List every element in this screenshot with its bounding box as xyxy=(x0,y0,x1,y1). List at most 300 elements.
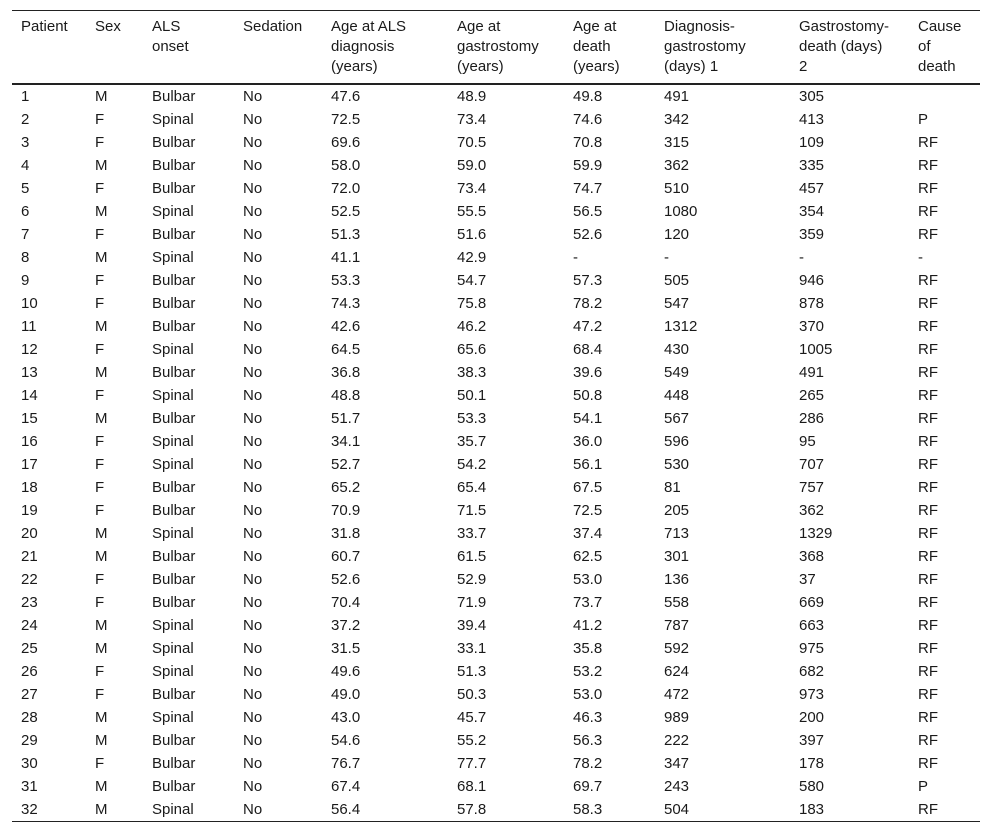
cell-cause-of-death: RF xyxy=(918,272,938,289)
cell-sedation: No xyxy=(243,272,263,289)
cell-sex: M xyxy=(95,318,108,335)
cell-patient: 24 xyxy=(21,617,38,634)
column-header-line: Sedation xyxy=(243,18,303,35)
cell-diagnosis-gastrostomy-days: 530 xyxy=(664,456,690,473)
cell-patient: 21 xyxy=(21,548,38,565)
cell-age-at-gastrostomy: 54.7 xyxy=(457,272,487,289)
cell-age-at-diagnosis: 53.3 xyxy=(331,272,361,289)
cell-age-at-diagnosis: 47.6 xyxy=(331,88,361,105)
cell-sex: M xyxy=(95,617,108,634)
cell-gastrostomy-death-days: 878 xyxy=(799,295,825,312)
cell-cause-of-death: RF xyxy=(918,157,938,174)
cell-als-onset: Spinal xyxy=(152,801,194,818)
cell-sedation: No xyxy=(243,502,263,519)
cell-cause-of-death: RF xyxy=(918,594,938,611)
cell-sex: F xyxy=(95,571,105,588)
cell-diagnosis-gastrostomy-days: 510 xyxy=(664,180,690,197)
cell-als-onset: Bulbar xyxy=(152,778,196,795)
cell-age-at-diagnosis: 31.5 xyxy=(331,640,361,657)
cell-patient: 14 xyxy=(21,387,38,404)
cell-sedation: No xyxy=(243,525,263,542)
cell-cause-of-death xyxy=(909,84,980,108)
cell-age-at-death: - xyxy=(573,249,578,266)
cell-age-at-death: 35.8 xyxy=(573,640,603,657)
cell-age-at-gastrostomy: 73.4 xyxy=(457,180,487,197)
cell-patient: 29 xyxy=(21,732,38,749)
cell-diagnosis-gastrostomy-days: 222 xyxy=(664,732,690,749)
cell-age-at-gastrostomy: 68.1 xyxy=(457,778,487,795)
cell-age-at-gastrostomy: 73.4 xyxy=(457,111,487,128)
cell-sex: F xyxy=(95,479,105,496)
table-row xyxy=(12,453,980,476)
cell-age-at-death: 49.8 xyxy=(573,88,603,105)
cell-als-onset: Spinal xyxy=(152,709,194,726)
cell-cause-of-death: RF xyxy=(918,456,938,473)
cell-sex: M xyxy=(95,157,108,174)
column-header-diagnosis-gastrostomy-days xyxy=(655,11,790,85)
cell-sex: M xyxy=(95,801,108,818)
cell-age-at-gastrostomy: 45.7 xyxy=(457,709,487,726)
column-header-line: death xyxy=(918,58,956,75)
cell-patient: 5 xyxy=(21,180,30,197)
table-row xyxy=(12,108,980,131)
cell-age-at-gastrostomy: 39.4 xyxy=(457,617,487,634)
column-header-line: Patient xyxy=(21,18,68,35)
cell-sedation: No xyxy=(243,732,263,749)
column-header-line: (years) xyxy=(457,58,504,75)
cell-cause-of-death: RF xyxy=(918,410,938,427)
column-header-gastrostomy-death-days xyxy=(790,11,909,85)
cell-als-onset: Spinal xyxy=(152,387,194,404)
cell-cause-of-death: RF xyxy=(918,571,938,588)
cell-cause-of-death: RF xyxy=(918,226,938,243)
cell-age-at-gastrostomy: 70.5 xyxy=(457,134,487,151)
cell-age-at-death: 53.0 xyxy=(573,571,603,588)
cell-diagnosis-gastrostomy-days: 549 xyxy=(664,364,690,381)
table-row xyxy=(12,269,980,292)
cell-age-at-diagnosis: 56.4 xyxy=(331,801,361,818)
cell-age-at-gastrostomy: 48.9 xyxy=(457,88,487,105)
cell-patient: 13 xyxy=(21,364,38,381)
cell-cause-of-death: RF xyxy=(918,433,938,450)
table-row xyxy=(12,729,980,752)
cell-diagnosis-gastrostomy-days: 547 xyxy=(664,295,690,312)
cell-cause-of-death: RF xyxy=(918,640,938,657)
cell-gastrostomy-death-days: 580 xyxy=(799,778,825,795)
column-header-line: Cause xyxy=(918,18,962,35)
cell-age-at-death: 78.2 xyxy=(573,755,603,772)
cell-sex: M xyxy=(95,203,108,220)
cell-diagnosis-gastrostomy-days: 315 xyxy=(664,134,690,151)
table-row xyxy=(12,223,980,246)
cell-age-at-death: 59.9 xyxy=(573,157,603,174)
cell-patient: 11 xyxy=(21,318,37,335)
cell-sex: M xyxy=(95,525,108,542)
cell-sex: F xyxy=(95,594,105,611)
table-row xyxy=(12,177,980,200)
cell-age-at-gastrostomy: 52.9 xyxy=(457,571,487,588)
table-row xyxy=(12,430,980,453)
cell-als-onset: Spinal xyxy=(152,663,194,680)
cell-als-onset: Bulbar xyxy=(152,364,196,381)
cell-sex: M xyxy=(95,548,108,565)
cell-patient: 27 xyxy=(21,686,38,703)
cell-cause-of-death: RF xyxy=(918,341,938,358)
cell-age-at-diagnosis: 37.2 xyxy=(331,617,361,634)
cell-als-onset: Bulbar xyxy=(152,226,196,243)
cell-gastrostomy-death-days: 178 xyxy=(799,755,825,772)
cell-sex: F xyxy=(95,180,105,197)
cell-age-at-gastrostomy: 55.5 xyxy=(457,203,487,220)
column-header-line: Age at ALS xyxy=(331,18,407,35)
cell-diagnosis-gastrostomy-days: 1312 xyxy=(664,318,698,335)
cell-als-onset: Spinal xyxy=(152,525,194,542)
cell-als-onset: Spinal xyxy=(152,249,194,266)
cell-diagnosis-gastrostomy-days: 567 xyxy=(664,410,690,427)
cell-als-onset: Spinal xyxy=(152,111,194,128)
cell-diagnosis-gastrostomy-days: 596 xyxy=(664,433,690,450)
cell-als-onset: Bulbar xyxy=(152,88,196,105)
cell-age-at-death: 53.2 xyxy=(573,663,603,680)
table-row xyxy=(12,407,980,430)
cell-gastrostomy-death-days: 491 xyxy=(799,364,825,381)
cell-age-at-gastrostomy: 59.0 xyxy=(457,157,487,174)
cell-age-at-diagnosis: 49.0 xyxy=(331,686,361,703)
cell-age-at-death: 67.5 xyxy=(573,479,603,496)
cell-diagnosis-gastrostomy-days: 430 xyxy=(664,341,690,358)
cell-age-at-gastrostomy: 51.6 xyxy=(457,226,487,243)
cell-sedation: No xyxy=(243,88,263,105)
cell-patient: 12 xyxy=(21,341,38,358)
cell-cause-of-death: RF xyxy=(918,709,938,726)
cell-gastrostomy-death-days: 682 xyxy=(799,663,825,680)
cell-patient: 2 xyxy=(21,111,30,128)
cell-sex: F xyxy=(95,226,105,243)
cell-diagnosis-gastrostomy-days: 624 xyxy=(664,663,690,680)
cell-cause-of-death: RF xyxy=(918,295,938,312)
cell-sedation: No xyxy=(243,709,263,726)
cell-gastrostomy-death-days: 95 xyxy=(799,433,816,450)
cell-age-at-diagnosis: 31.8 xyxy=(331,525,361,542)
column-header-line: diagnosis xyxy=(331,38,395,55)
cell-sedation: No xyxy=(243,594,263,611)
cell-als-onset: Bulbar xyxy=(152,502,196,519)
cell-sedation: No xyxy=(243,778,263,795)
cell-sedation: No xyxy=(243,686,263,703)
cell-patient: 3 xyxy=(21,134,30,151)
cell-age-at-death: 50.8 xyxy=(573,387,603,404)
cell-cause-of-death: RF xyxy=(918,364,938,381)
cell-patient: 23 xyxy=(21,594,38,611)
cell-patient: 18 xyxy=(21,479,38,496)
cell-gastrostomy-death-days: 354 xyxy=(799,203,825,220)
cell-sedation: No xyxy=(243,134,263,151)
cell-diagnosis-gastrostomy-days: 243 xyxy=(664,778,690,795)
table-row xyxy=(12,568,980,591)
cell-age-at-gastrostomy: 54.2 xyxy=(457,456,487,473)
table-header xyxy=(12,11,980,85)
column-header-cause-of-death xyxy=(909,11,980,85)
column-header-line: Diagnosis- xyxy=(664,18,735,35)
cell-age-at-death: 78.2 xyxy=(573,295,603,312)
cell-sedation: No xyxy=(243,755,263,772)
cell-cause-of-death: RF xyxy=(918,755,938,772)
cell-age-at-death: 57.3 xyxy=(573,272,603,289)
cell-age-at-death: 52.6 xyxy=(573,226,603,243)
cell-diagnosis-gastrostomy-days: 787 xyxy=(664,617,690,634)
table-row xyxy=(12,683,980,706)
column-header-line: (years) xyxy=(331,58,378,75)
cell-patient: 26 xyxy=(21,663,38,680)
column-header-line: gastrostomy xyxy=(664,38,746,55)
cell-als-onset: Bulbar xyxy=(152,134,196,151)
cell-als-onset: Bulbar xyxy=(152,318,196,335)
cell-cause-of-death: P xyxy=(918,778,929,795)
table-row xyxy=(12,499,980,522)
cell-gastrostomy-death-days: - xyxy=(799,249,804,266)
cell-age-at-gastrostomy: 75.8 xyxy=(457,295,487,312)
cell-cause-of-death: RF xyxy=(918,387,938,404)
cell-age-at-diagnosis: 36.8 xyxy=(331,364,361,381)
cell-als-onset: Bulbar xyxy=(152,732,196,749)
cell-diagnosis-gastrostomy-days: 491 xyxy=(664,88,690,105)
cell-age-at-death: 46.3 xyxy=(573,709,603,726)
cell-sedation: No xyxy=(243,433,263,450)
cell-als-onset: Bulbar xyxy=(152,180,196,197)
cell-gastrostomy-death-days: 370 xyxy=(799,318,825,335)
column-header-patient xyxy=(12,11,86,85)
cell-sex: F xyxy=(95,755,105,772)
cell-sedation: No xyxy=(243,157,263,174)
cell-age-at-death: 72.5 xyxy=(573,502,603,519)
cell-age-at-gastrostomy: 50.1 xyxy=(457,387,487,404)
cell-cause-of-death: RF xyxy=(918,525,938,542)
cell-age-at-death: 36.0 xyxy=(573,433,603,450)
cell-als-onset: Spinal xyxy=(152,341,194,358)
cell-patient: 32 xyxy=(21,801,38,818)
cell-sedation: No xyxy=(243,226,263,243)
cell-sex: F xyxy=(95,295,105,312)
cell-gastrostomy-death-days: 265 xyxy=(799,387,825,404)
cell-age-at-diagnosis: 41.1 xyxy=(331,249,361,266)
cell-age-at-gastrostomy: 65.4 xyxy=(457,479,487,496)
cell-age-at-death: 69.7 xyxy=(573,778,603,795)
cell-age-at-death: 68.4 xyxy=(573,341,603,358)
cell-als-onset: Bulbar xyxy=(152,272,196,289)
cell-sedation: No xyxy=(243,295,263,312)
cell-age-at-death: 74.7 xyxy=(573,180,603,197)
table-row xyxy=(12,522,980,545)
cell-gastrostomy-death-days: 37 xyxy=(799,571,816,588)
cell-patient: 8 xyxy=(21,249,30,266)
table-row xyxy=(12,131,980,154)
cell-age-at-gastrostomy: 33.7 xyxy=(457,525,487,542)
cell-age-at-diagnosis: 54.6 xyxy=(331,732,361,749)
cell-sex: F xyxy=(95,663,105,680)
cell-patient: 6 xyxy=(21,203,30,220)
cell-age-at-gastrostomy: 42.9 xyxy=(457,249,487,266)
cell-sedation: No xyxy=(243,801,263,818)
column-header-sex xyxy=(86,11,143,85)
cell-diagnosis-gastrostomy-days: 448 xyxy=(664,387,690,404)
cell-age-at-gastrostomy: 65.6 xyxy=(457,341,487,358)
cell-gastrostomy-death-days: 413 xyxy=(799,111,825,128)
cell-gastrostomy-death-days: 200 xyxy=(799,709,825,726)
cell-patient: 31 xyxy=(21,778,38,795)
cell-gastrostomy-death-days: 1329 xyxy=(799,525,833,542)
cell-sex: M xyxy=(95,778,108,795)
cell-als-onset: Bulbar xyxy=(152,295,196,312)
cell-age-at-diagnosis: 67.4 xyxy=(331,778,361,795)
table-row xyxy=(12,200,980,223)
column-header-line: death xyxy=(573,38,611,55)
cell-age-at-death: 62.5 xyxy=(573,548,603,565)
column-header-line: (years) xyxy=(573,58,620,75)
cell-gastrostomy-death-days: 286 xyxy=(799,410,825,427)
cell-sedation: No xyxy=(243,203,263,220)
cell-age-at-gastrostomy: 51.3 xyxy=(457,663,487,680)
cell-sedation: No xyxy=(243,548,263,565)
cell-patient: 20 xyxy=(21,525,38,542)
table-row xyxy=(12,338,980,361)
cell-sedation: No xyxy=(243,617,263,634)
cell-cause-of-death: RF xyxy=(918,801,938,818)
table-container xyxy=(12,10,980,822)
cell-sex: F xyxy=(95,341,105,358)
cell-diagnosis-gastrostomy-days: 301 xyxy=(664,548,690,565)
cell-age-at-diagnosis: 70.9 xyxy=(331,502,361,519)
cell-gastrostomy-death-days: 669 xyxy=(799,594,825,611)
column-header-line: Gastrostomy- xyxy=(799,18,890,35)
cell-diagnosis-gastrostomy-days: 347 xyxy=(664,755,690,772)
cell-age-at-death: 54.1 xyxy=(573,410,603,427)
table-row xyxy=(12,706,980,729)
table-row xyxy=(12,154,980,177)
cell-age-at-diagnosis: 58.0 xyxy=(331,157,361,174)
cell-age-at-diagnosis: 74.3 xyxy=(331,295,361,312)
cell-sedation: No xyxy=(243,640,263,657)
cell-sedation: No xyxy=(243,318,263,335)
cell-age-at-diagnosis: 49.6 xyxy=(331,663,361,680)
cell-age-at-diagnosis: 48.8 xyxy=(331,387,361,404)
cell-age-at-gastrostomy: 35.7 xyxy=(457,433,487,450)
cell-sedation: No xyxy=(243,249,263,266)
cell-sex: F xyxy=(95,134,105,151)
column-header-line: gastrostomy xyxy=(457,38,539,55)
cell-sedation: No xyxy=(243,387,263,404)
cell-gastrostomy-death-days: 757 xyxy=(799,479,825,496)
cell-sedation: No xyxy=(243,410,263,427)
cell-age-at-diagnosis: 34.1 xyxy=(331,433,361,450)
table-row xyxy=(12,591,980,614)
cell-als-onset: Bulbar xyxy=(152,571,196,588)
cell-age-at-gastrostomy: 50.3 xyxy=(457,686,487,703)
cell-gastrostomy-death-days: 335 xyxy=(799,157,825,174)
cell-sex: M xyxy=(95,249,108,266)
cell-als-onset: Bulbar xyxy=(152,479,196,496)
cell-age-at-diagnosis: 76.7 xyxy=(331,755,361,772)
cell-cause-of-death: RF xyxy=(918,318,938,335)
cell-patient: 1 xyxy=(21,88,30,105)
table-row xyxy=(12,660,980,683)
cell-age-at-diagnosis: 60.7 xyxy=(331,548,361,565)
cell-sex: F xyxy=(95,387,105,404)
cell-age-at-death: 56.3 xyxy=(573,732,603,749)
cell-diagnosis-gastrostomy-days: 472 xyxy=(664,686,690,703)
cell-gastrostomy-death-days: 305 xyxy=(799,88,825,105)
cell-sedation: No xyxy=(243,456,263,473)
cell-age-at-gastrostomy: 61.5 xyxy=(457,548,487,565)
cell-diagnosis-gastrostomy-days: 504 xyxy=(664,801,690,818)
cell-age-at-death: 47.2 xyxy=(573,318,603,335)
cell-als-onset: Bulbar xyxy=(152,594,196,611)
cell-sedation: No xyxy=(243,571,263,588)
cell-diagnosis-gastrostomy-days: 342 xyxy=(664,111,690,128)
cell-age-at-death: 73.7 xyxy=(573,594,603,611)
cell-diagnosis-gastrostomy-days: 713 xyxy=(664,525,690,542)
cell-gastrostomy-death-days: 1005 xyxy=(799,341,833,358)
cell-gastrostomy-death-days: 707 xyxy=(799,456,825,473)
cell-patient: 15 xyxy=(21,410,38,427)
cell-sex: M xyxy=(95,640,108,657)
cell-age-at-diagnosis: 72.0 xyxy=(331,180,361,197)
cell-diagnosis-gastrostomy-days: 558 xyxy=(664,594,690,611)
cell-cause-of-death: RF xyxy=(918,180,938,197)
column-header-als-onset xyxy=(143,11,234,85)
cell-sex: F xyxy=(95,686,105,703)
cell-diagnosis-gastrostomy-days: - xyxy=(664,249,669,266)
cell-cause-of-death: RF xyxy=(918,617,938,634)
cell-age-at-diagnosis: 42.6 xyxy=(331,318,361,335)
cell-als-onset: Spinal xyxy=(152,456,194,473)
cell-sedation: No xyxy=(243,364,263,381)
cell-age-at-gastrostomy: 71.5 xyxy=(457,502,487,519)
table-row xyxy=(12,315,980,338)
column-header-age-at-gastrostomy xyxy=(448,11,564,85)
table-row xyxy=(12,292,980,315)
column-header-line: Age at xyxy=(457,18,501,35)
table-row xyxy=(12,614,980,637)
table-body xyxy=(12,84,980,822)
cell-age-at-gastrostomy: 57.8 xyxy=(457,801,487,818)
column-header-line: 2 xyxy=(799,58,808,75)
cell-sedation: No xyxy=(243,341,263,358)
cell-cause-of-death: RF xyxy=(918,548,938,565)
cell-diagnosis-gastrostomy-days: 505 xyxy=(664,272,690,289)
cell-sedation: No xyxy=(243,180,263,197)
cell-gastrostomy-death-days: 183 xyxy=(799,801,825,818)
column-header-line: of xyxy=(918,38,931,55)
cell-sex: M xyxy=(95,88,108,105)
cell-age-at-death: 58.3 xyxy=(573,801,603,818)
header-row xyxy=(12,11,980,85)
cell-age-at-diagnosis: 69.6 xyxy=(331,134,361,151)
cell-diagnosis-gastrostomy-days: 81 xyxy=(664,479,681,496)
cell-age-at-diagnosis: 52.5 xyxy=(331,203,361,220)
table-row xyxy=(12,84,980,108)
cell-age-at-diagnosis: 52.7 xyxy=(331,456,361,473)
column-header-line: death (days) xyxy=(799,38,883,55)
cell-patient: 22 xyxy=(21,571,38,588)
cell-patient: 7 xyxy=(21,226,30,243)
cell-als-onset: Bulbar xyxy=(152,548,196,565)
table-row xyxy=(12,361,980,384)
cell-als-onset: Spinal xyxy=(152,640,194,657)
table-row xyxy=(12,752,980,775)
cell-sex: F xyxy=(95,433,105,450)
cell-cause-of-death: RF xyxy=(918,479,938,496)
cell-gastrostomy-death-days: 368 xyxy=(799,548,825,565)
